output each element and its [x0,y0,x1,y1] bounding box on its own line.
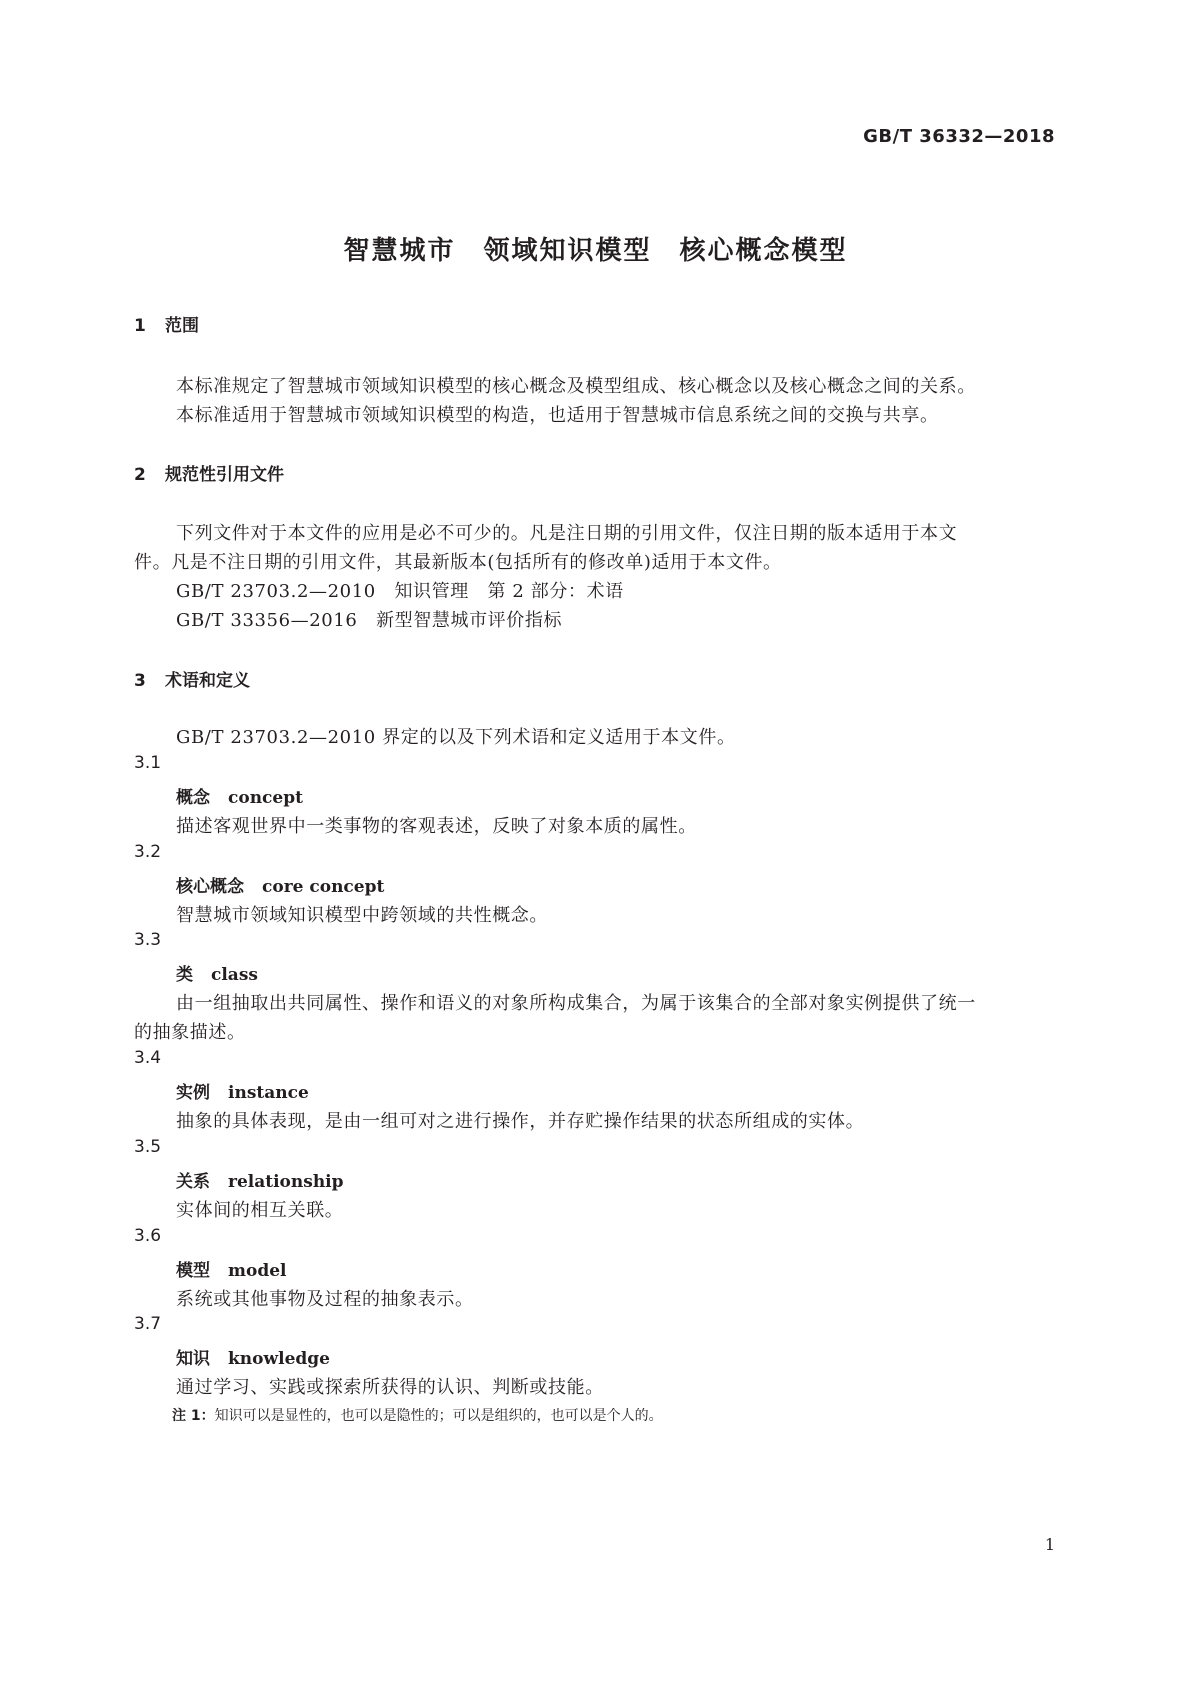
term-en: relationship [228,1172,344,1192]
term-en: knowledge [228,1349,330,1369]
paragraph: GB/T 23703.2—2010 界定的以及下列术语和定义适用于本文件。 [176,727,736,748]
reference-item: GB/T 23703.2—2010 知识管理 第 2 部分：术语 [176,581,624,602]
term-en: core concept [262,877,385,897]
term-heading [176,1078,309,1103]
term-definition: 抽象的具体表现，是由一组可对之进行操作，并存贮操作结果的状态所组成的实体。 [176,1111,865,1132]
term-en: class [211,965,258,985]
term-zh: 知识 [176,1349,210,1369]
term-definition: 由一组抽取出共同属性、操作和语义的对象所构成集合，为属于该集合的全部对象实例提供了统一 [176,993,976,1014]
reference-item: GB/T 33356—2016 新型智慧城市评价指标 [176,610,563,631]
term-number: 3.6 [134,1226,162,1246]
paragraph: 本标准规定了智慧城市领域知识模型的核心概念及模型组成、核心概念以及核心概念之间的关系。 [176,376,976,397]
note-label: 注 1： [172,1408,215,1424]
term-zh: 核心概念 [176,877,244,897]
term-zh: 实例 [176,1083,210,1103]
term-definition: 描述客观世界中一类事物的客观表述，反映了对象本质的属性。 [176,816,697,837]
term-number: 3.2 [134,842,162,862]
term-number: 3.3 [134,930,162,950]
term-definition: 系统或其他事物及过程的抽象表示。 [176,1289,474,1310]
section-title: 规范性引用文件 [165,465,284,485]
section-1-heading [134,311,199,336]
section-number: 3 [134,671,146,691]
term-en: model [228,1261,287,1281]
term-zh: 类 [176,965,193,985]
term-definition: 通过学习、实践或探索所获得的认识、判断或技能。 [176,1377,604,1398]
term-number: 3.5 [134,1137,162,1157]
term-definition: 的抽象描述。 [134,1022,246,1043]
term-en: instance [228,1083,309,1103]
document-title: 智慧城市 领域知识模型 核心概念模型 [343,236,848,266]
section-3-heading [134,666,250,691]
term-definition: 实体间的相互关联。 [176,1200,344,1221]
note [172,1405,663,1425]
term-heading [176,1167,344,1192]
term-zh: 概念 [176,788,210,808]
term-en: concept [228,788,303,808]
paragraph: 本标准适用于智慧城市领域知识模型的构造，也适用于智慧城市信息系统之间的交换与共享。 [176,405,939,426]
section-number: 2 [134,465,146,485]
term-heading [176,872,384,897]
term-zh: 关系 [176,1172,210,1192]
section-title: 范围 [165,316,199,336]
standard-number: GB/T 36332—2018 [863,126,1055,147]
term-definition: 智慧城市领域知识模型中跨领域的共性概念。 [176,905,548,926]
term-number: 3.1 [134,753,162,773]
note-text: 知识可以是显性的，也可以是隐性的；可以是组织的，也可以是个人的。 [214,1408,663,1424]
paragraph: 件。凡是不注日期的引用文件，其最新版本(包括所有的修改单)适用于本文件。 [134,552,782,573]
paragraph: 下列文件对于本文件的应用是必不可少的。凡是注日期的引用文件，仅注日期的版本适用于本文 [176,523,958,544]
term-heading [176,1344,330,1369]
term-number: 3.4 [134,1048,162,1068]
term-zh: 模型 [176,1261,210,1281]
term-number: 3.7 [134,1314,162,1334]
term-heading [176,783,303,808]
section-number: 1 [134,316,146,336]
term-heading [176,1256,287,1281]
term-heading [176,960,258,985]
page-number: 1 [1044,1535,1055,1554]
section-2-heading [134,460,284,485]
section-title: 术语和定义 [165,671,250,691]
